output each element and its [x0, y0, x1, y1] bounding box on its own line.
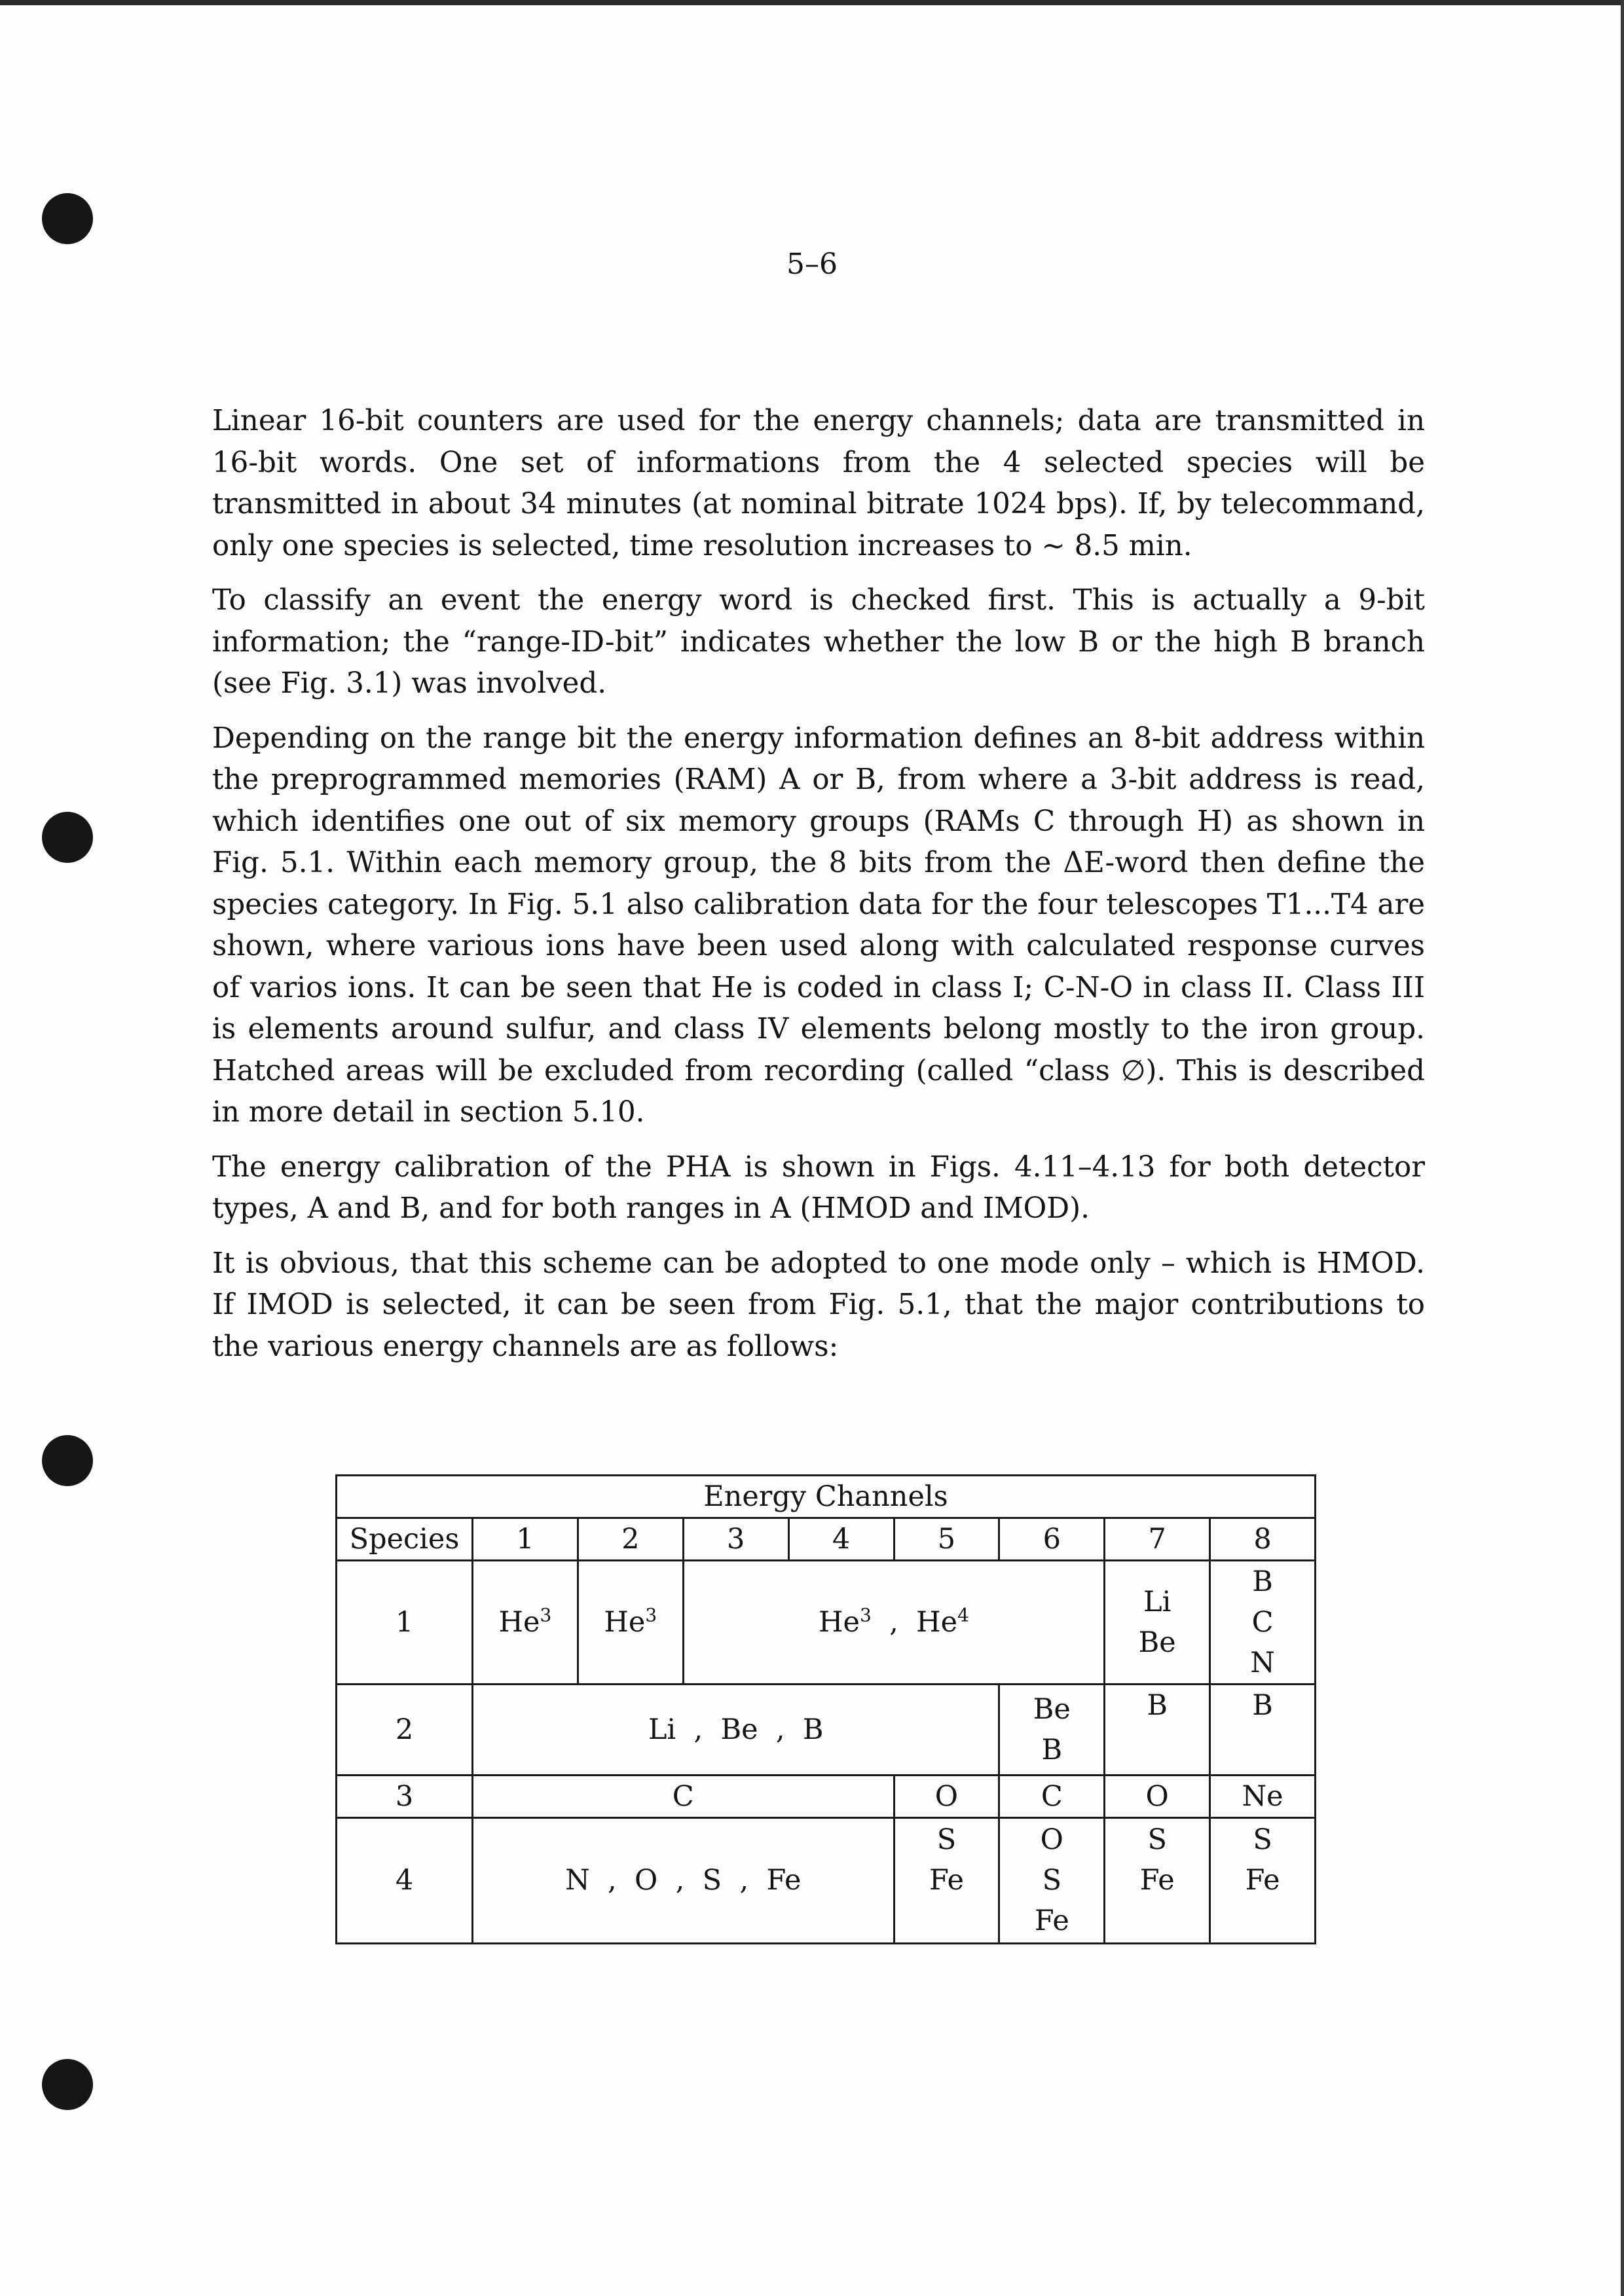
channel-header: 3: [683, 1518, 788, 1561]
element-label: O: [1040, 1823, 1063, 1857]
channel-header: 4: [788, 1518, 894, 1561]
table-cell: [894, 1817, 999, 1943]
table-row: [337, 1817, 1316, 1943]
paragraph: To classify an event the energy word is checked first. This is actually a 9-bit information; the “range-ID-bit” indicates whether the low B or the high B branch (see Fig. 3.1) was involved.: [212, 584, 1425, 700]
element-label: Be: [1138, 1626, 1176, 1660]
element-label: He: [916, 1606, 958, 1639]
scan-top-edge: [0, 0, 1624, 5]
table-cell: N , O , S , Fe: [473, 1817, 895, 1943]
paragraph: The energy calibration of the PHA is shown in Figs. 4.11–4.13 for both detector types, A and B, and for both ranges in A (HMOD and IMOD).: [212, 1150, 1425, 1225]
table-title-row: [337, 1476, 1316, 1518]
table-cell: [1105, 1561, 1210, 1685]
paragraph: Depending on the range bit the energy information defines an 8-bit address within the preprogrammed memories (RAM) A or B, from where a 3-bit address is read, which identifies one out of six memory groups (RAMs C through H) as shown in Fig. 5.1. Within each memory group, the 8 bits from the ΔE-word then define the species category. In Fig. 5.1 also calibration data for the four telescopes T1...T4 are shown, where various ions have been used along with calculated response curves of varios ions. It can be seen that He is coded in class I; C-N-O in class II. Class III is elements around sulfur, and class IV elements belong mostly to the iron group. Hatched areas will be excluded from recording (called “class ∅). This is described in more detail in section 5.10.: [212, 721, 1425, 1129]
table-cell: C: [473, 1775, 895, 1817]
table-cell: B: [1105, 1685, 1210, 1775]
element-label: S: [1147, 1823, 1167, 1857]
table-cell: O: [894, 1775, 999, 1817]
table-cell: Li , Be , B: [473, 1685, 999, 1775]
species-cell: 1: [337, 1561, 473, 1685]
scan-right-edge: [1621, 0, 1624, 2296]
table-cell: [473, 1561, 578, 1685]
element-label: S: [1042, 1864, 1062, 1897]
element-label: Fe: [1034, 1904, 1069, 1938]
isotope-superscript: 4: [957, 1604, 969, 1626]
element-label: S: [936, 1823, 957, 1857]
species-cell: 2: [337, 1685, 473, 1775]
table-header-row: [337, 1518, 1316, 1561]
element-label: B: [1252, 1565, 1273, 1599]
channel-header: 5: [894, 1518, 999, 1561]
species-cell: 4: [337, 1817, 473, 1943]
element-label: He: [498, 1606, 540, 1639]
page-number: 5–6: [786, 247, 838, 281]
table-cell: Ne: [1210, 1775, 1316, 1817]
table-cell: [1210, 1561, 1316, 1685]
element-label: Fe: [1139, 1864, 1175, 1897]
body-text: [212, 401, 1425, 1381]
punch-hole: [42, 1435, 93, 1486]
table-cell: [999, 1817, 1105, 1943]
element-label: N: [1250, 1647, 1275, 1680]
paragraph: Linear 16-bit counters are used for the energy channels; data are transmitted in 16-bit words. One set of informations from the 4 selected species will be transmitted in about 34 minutes (at nominal bitrate 1024 bps). If, by telecommand, only one species is selected, time resolution increases to ∼ 8.5 min.: [212, 405, 1425, 562]
table-title: Energy Channels: [337, 1476, 1316, 1518]
isotope-superscript: 3: [859, 1604, 872, 1626]
element-label: He: [819, 1606, 860, 1639]
channel-header: 7: [1105, 1518, 1210, 1561]
paragraph: It is obvious, that this scheme can be adopted to one mode only – which is HMOD. If IMOD is selected, it can be seen from Fig. 5.1, that the major contributions to the various energy channels are as follows:: [212, 1247, 1425, 1363]
table-cell: [1105, 1817, 1210, 1943]
table-row: [337, 1685, 1316, 1775]
channel-header: 6: [999, 1518, 1105, 1561]
table-cell: B: [1210, 1685, 1316, 1775]
punch-hole: [42, 2059, 93, 2110]
element-label: S: [1253, 1823, 1272, 1857]
channel-header: 1: [473, 1518, 578, 1561]
element-label: Fe: [1245, 1864, 1280, 1897]
channel-header: 8: [1210, 1518, 1316, 1561]
table-cell: [683, 1561, 1105, 1685]
separator: ,: [889, 1606, 898, 1639]
element-label: Li: [1143, 1586, 1172, 1619]
table-cell: O: [1105, 1775, 1210, 1817]
species-cell: 3: [337, 1775, 473, 1817]
punch-hole: [42, 812, 93, 863]
element-label: C: [1251, 1606, 1274, 1639]
element-label: Be: [1033, 1693, 1071, 1726]
table-cell: C: [999, 1775, 1105, 1817]
element-label: He: [604, 1606, 646, 1639]
table-row: [337, 1775, 1316, 1817]
isotope-superscript: 3: [540, 1604, 552, 1626]
punch-hole: [42, 193, 93, 244]
isotope-superscript: 3: [645, 1604, 657, 1626]
channel-header: 2: [578, 1518, 683, 1561]
table-row: [337, 1561, 1316, 1685]
species-header: Species: [337, 1518, 473, 1561]
table-cell: [999, 1685, 1105, 1775]
table-cell: [578, 1561, 683, 1685]
element-label: Fe: [929, 1864, 964, 1897]
element-label: B: [1041, 1734, 1063, 1766]
table-cell: [1210, 1817, 1316, 1943]
energy-channels-table: [335, 1474, 1316, 1944]
